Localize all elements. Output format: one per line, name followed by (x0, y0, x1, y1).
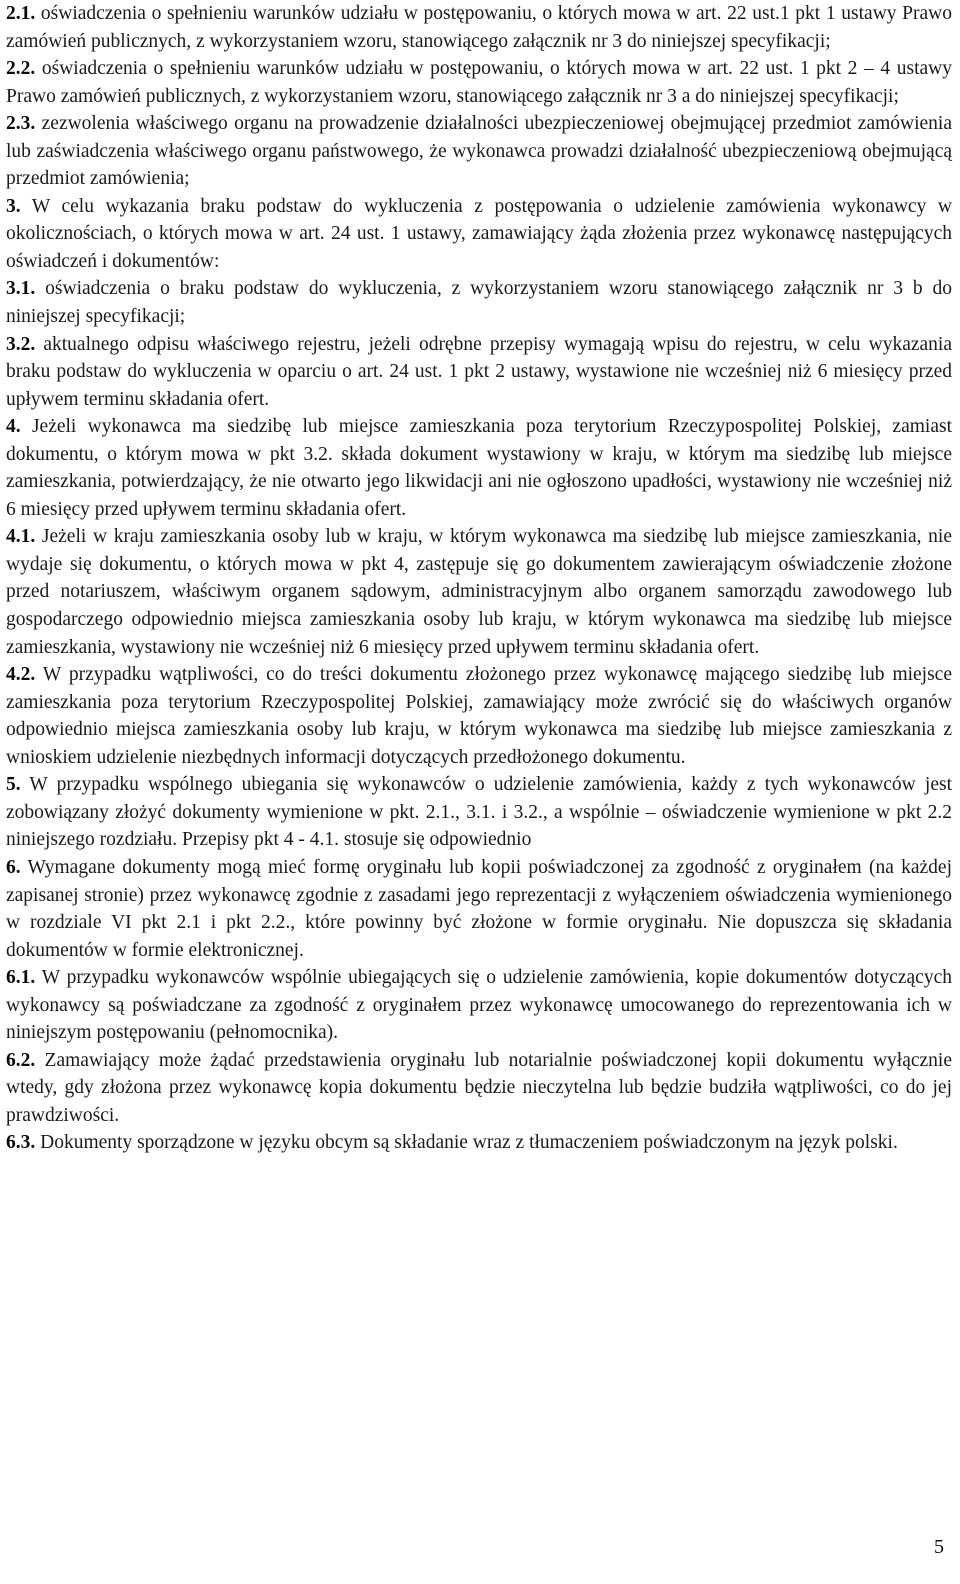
paragraph-text: W przypadku wątpliwości, co do treści dokumentu złożonego przez wykonawcę mającego siedzibę lub miejsce zamieszkania poza terytorium Rzeczypospolitej Polskiej, zamawiający może zwrócić się do właściwych organów odpowiednio miejsca zamieszkania osoby lub kraju, w którym wykonawca ma siedzibę lub miejsce zamieszkania z wnioskiem udzielenie niezbędnych informacji dotyczących przedłożonego dokumentu. (6, 664, 952, 768)
paragraph-number: 6. (6, 856, 21, 878)
paragraph-6-1 (6, 964, 952, 1047)
paragraph-number: 6.2. (6, 1049, 36, 1071)
paragraph-number: 3. (6, 195, 21, 217)
paragraph-text: Wymagane dokumenty mogą mieć formę oryginału lub kopii poświadczonej za zgodność z oryginałem (na każdej zapisanej stronie) przez wykonawcę zgodnie z zasadami jego reprezentacji z wyłączeniem oświadczenia wymienionego w rozdziale VI pkt 2.1 i pkt 2.2., które powinny być złożone w formie oryginału. Nie dopuszcza się składania dokumentów w formie elektronicznej. (6, 856, 952, 961)
page-number: 5 (934, 1536, 944, 1559)
paragraph-number: 3.1. (6, 278, 36, 300)
paragraph-number: 2.3. (6, 113, 36, 135)
paragraph-2-2 (6, 55, 952, 110)
paragraph-text: aktualnego odpisu właściwego rejestru, jeżeli odrębne przepisy wymagają wpisu do rejestru, w celu wykazania braku podstaw do wykluczenia w oparciu o art. 24 ust. 1 pkt 2 ustawy, wystawione nie wcześniej niż 6 miesięcy przed upływem terminu składania ofert. (6, 333, 952, 410)
paragraph-number: 4. (6, 416, 21, 438)
paragraph-6 (6, 854, 952, 964)
paragraph-number: 5. (6, 774, 21, 796)
paragraph-4 (6, 413, 952, 523)
paragraph-text: oświadczenia o spełnieniu warunków udziału w postępowaniu, o których mowa w art. 22 ust. 1 pkt 2 – 4 ustawy Prawo zamówień publicznych, z wykorzystaniem wzoru, stanowiącego załącznik nr 3 a do niniejszej specyfikacji; (6, 58, 952, 107)
paragraph-2-1 (6, 0, 952, 55)
paragraph-text: oświadczenia o braku podstaw do wykluczenia, z wykorzystaniem wzoru stanowiącego załącznik nr 3 b do niniejszej specyfikacji; (6, 278, 952, 328)
paragraph-text: Zamawiający może żądać przedstawienia oryginału lub notarialnie poświadczonej kopii dokumentu wyłącznie wtedy, gdy złożona przez wykonawcę kopia dokumentu będzie nieczytelna lub będzie budziła wątpliwości, co do jej prawdziwości. (6, 1049, 952, 1126)
paragraph-number: 3.2. (6, 333, 36, 355)
paragraph-number: 4.1. (6, 526, 36, 548)
paragraph-3 (6, 193, 952, 276)
paragraph-text: Dokumenty sporządzone w języku obcym są składanie wraz z tłumaczeniem poświadczonym na język polski. (35, 1132, 898, 1154)
paragraph-number: 6.1. (6, 967, 36, 989)
paragraph-4-2 (6, 661, 952, 771)
paragraph-text: Jeżeli w kraju zamieszkania osoby lub w kraju, w którym wykonawca ma siedzibę lub miejsce zamieszkania, nie wydaje się dokumentu, o których mowa w pkt 4, zastępuje się go dokumentem zawierającym oświadczenie złożone przed notariuszem, właściwym organem sądowym, administracyjnym albo organem samorządu zawodowego lub gospodarczego odpowiednio miejsca zamieszkania osoby lub kraju, w którym wykonawca ma siedzibę lub miejsce zamieszkania, wystawiony nie wcześniej niż 6 miesięcy przed upływem terminu składania ofert. (6, 526, 952, 658)
paragraph-6-3 (6, 1129, 952, 1157)
paragraph-number: 2.1. (6, 3, 36, 24)
paragraph-6-2 (6, 1047, 952, 1130)
paragraph-3-2 (6, 331, 952, 414)
paragraph-text: W celu wykazania braku podstaw do wykluczenia z postępowania o udzielenie zamówienia wykonawcy w okolicznościach, o których mowa w art. 24 ust. 1 ustawy, zamawiający żąda złożenia przez wykonawcę następujących oświadczeń i dokumentów: (6, 195, 952, 272)
paragraph-4-1 (6, 523, 952, 661)
paragraph-number: 2.2. (6, 58, 36, 80)
paragraph-text: oświadczenia o spełnieniu warunków udziału w postępowaniu, o których mowa w art. 22 ust.1 pkt 1 ustawy Prawo zamówień publicznych, z wykorzystaniem wzoru, stanowiącego załącznik nr 3 do niniejszej specyfikacji; (6, 3, 952, 52)
paragraph-3-1 (6, 275, 952, 330)
paragraph-text: W przypadku wspólnego ubiegania się wykonawców o udzielenie zamówienia, każdy z tych wykonawców jest zobowiązany złożyć dokumenty wymienione w pkt. 2.1., 3.1. i 3.2., a wspólnie – oświadczenie wymienione w pkt 2.2 niniejszego rozdziału. Przepisy pkt 4 - 4.1. stosuje się odpowiednio (6, 774, 952, 851)
paragraph-text: Jeżeli wykonawca ma siedzibę lub miejsce zamieszkania poza terytorium Rzeczypospolitej Polskiej, zamiast dokumentu, o którym mowa w pkt 3.2. składa dokument wystawiony w kraju, w którym ma siedzibę lub miejsce zamieszkania, potwierdzający, że nie otwarto jego likwidacji ani nie ogłoszono upadłości, wystawiony nie wcześniej niż 6 miesięcy przed upływem terminu składania ofert. (6, 416, 952, 520)
paragraph-text: zezwolenia właściwego organu na prowadzenie działalności ubezpieczeniowej obejmującej przedmiot zamówienia lub zaświadczenia właściwego organu państwowego, że wykonawca prowadzi działalność ubezpieczeniową obejmującą przedmiot zamówienia; (6, 113, 952, 190)
paragraph-number: 4.2. (6, 664, 36, 686)
paragraph-number: 6.3. (6, 1132, 36, 1154)
paragraph-2-3 (6, 110, 952, 193)
paragraph-text: W przypadku wykonawców wspólnie ubiegających się o udzielenie zamówienia, kopie dokumentów dotyczących wykonawcy są poświadczane za zgodność z oryginałem przez wykonawcę umocowanego do reprezentowania ich w niniejszym postępowaniu (pełnomocnika). (6, 967, 952, 1044)
paragraph-5 (6, 771, 952, 854)
